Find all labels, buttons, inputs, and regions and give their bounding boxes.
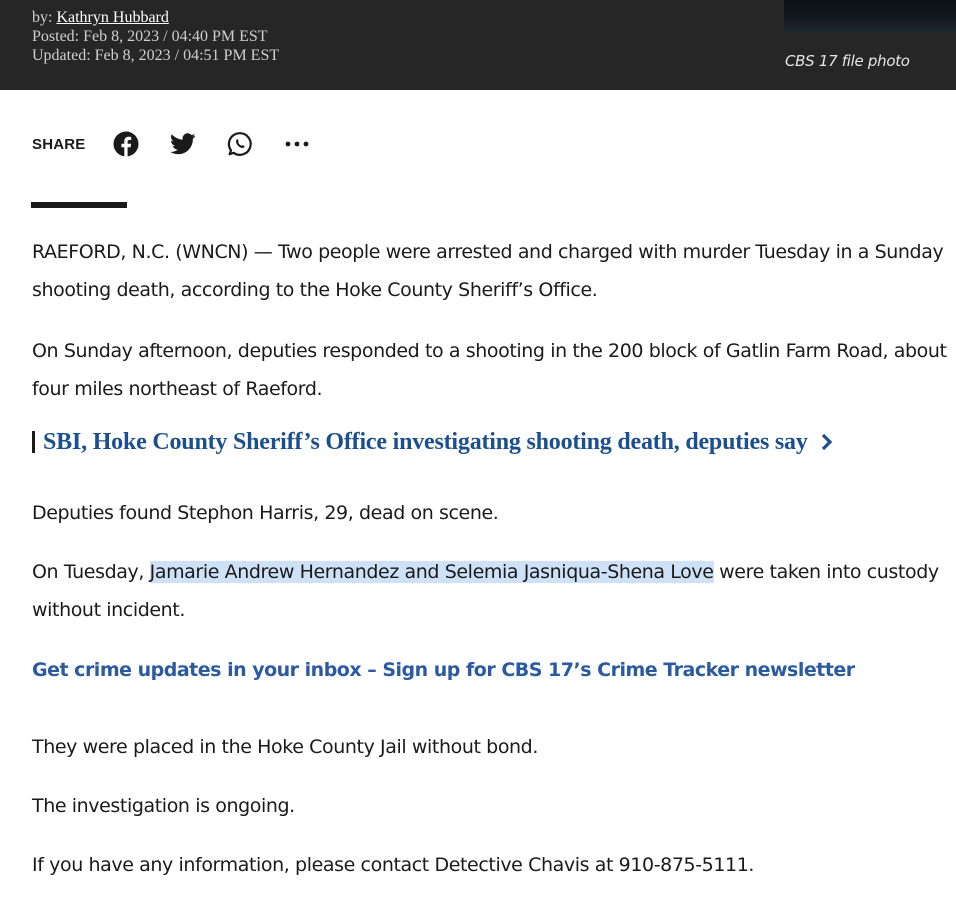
more-icon[interactable] — [283, 130, 311, 158]
chevron-right-icon — [820, 433, 834, 451]
facebook-icon[interactable] — [112, 130, 140, 158]
paragraph-investigation: The investigation is ongoing. — [32, 795, 295, 817]
paragraph-victim: Deputies found Stephon Harris, 29, dead on scene. — [32, 502, 499, 524]
posted-date: Posted: Feb 8, 2023 / 04:40 PM EST — [32, 28, 268, 45]
author-link[interactable]: Kathryn Hubbard — [56, 9, 169, 26]
arrest-text-before: On Tuesday, — [32, 561, 150, 583]
arrest-text-after: were taken into custody without incident. — [32, 561, 939, 621]
paragraph-response: On Sunday afternoon, deputies responded to a shooting in the 200 block of Gatlin Farm Road, about four miles northeast of Raeford. — [32, 340, 947, 400]
highlighted-names: Jamarie Andrew Hernandez and Selemia Jasniqua-Shena Love — [149, 561, 714, 583]
paragraph-arrest — [32, 553, 956, 629]
updated-date: Updated: Feb 8, 2023 / 04:51 PM EST — [32, 47, 280, 64]
whatsapp-icon[interactable] — [226, 130, 254, 158]
featured-photo — [784, 0, 956, 32]
author-line — [32, 8, 279, 27]
paragraph-lede: RAEFORD, N.C. (WNCN) — Two people were arrested and charged with murder Tuesday in a Sunday shooting death, according to the Hoke County Sheriff’s Office. — [32, 241, 944, 301]
related-link-bar — [32, 431, 35, 453]
byline — [32, 8, 279, 65]
photo-caption: CBS 17 file photo — [785, 52, 910, 70]
related-story-link[interactable] — [32, 424, 834, 460]
share-bar — [32, 128, 340, 160]
newsletter-signup-link[interactable]: Get crime updates in your inbox – Sign up for CBS 17’s Crime Tracker newsletter — [32, 659, 855, 681]
article-meta-bar — [0, 0, 956, 90]
section-divider — [31, 202, 127, 208]
twitter-icon[interactable] — [169, 130, 197, 158]
byline-prefix: by: — [32, 9, 53, 26]
related-story-title[interactable]: SBI, Hoke County Sheriff’s Office investigating shooting death, deputies say — [43, 428, 808, 455]
share-label: SHARE — [32, 135, 86, 153]
paragraph-jail: They were placed in the Hoke County Jail without bond. — [32, 736, 538, 758]
paragraph-contact: If you have any information, please contact Detective Chavis at 910-875-5111. — [32, 854, 755, 876]
